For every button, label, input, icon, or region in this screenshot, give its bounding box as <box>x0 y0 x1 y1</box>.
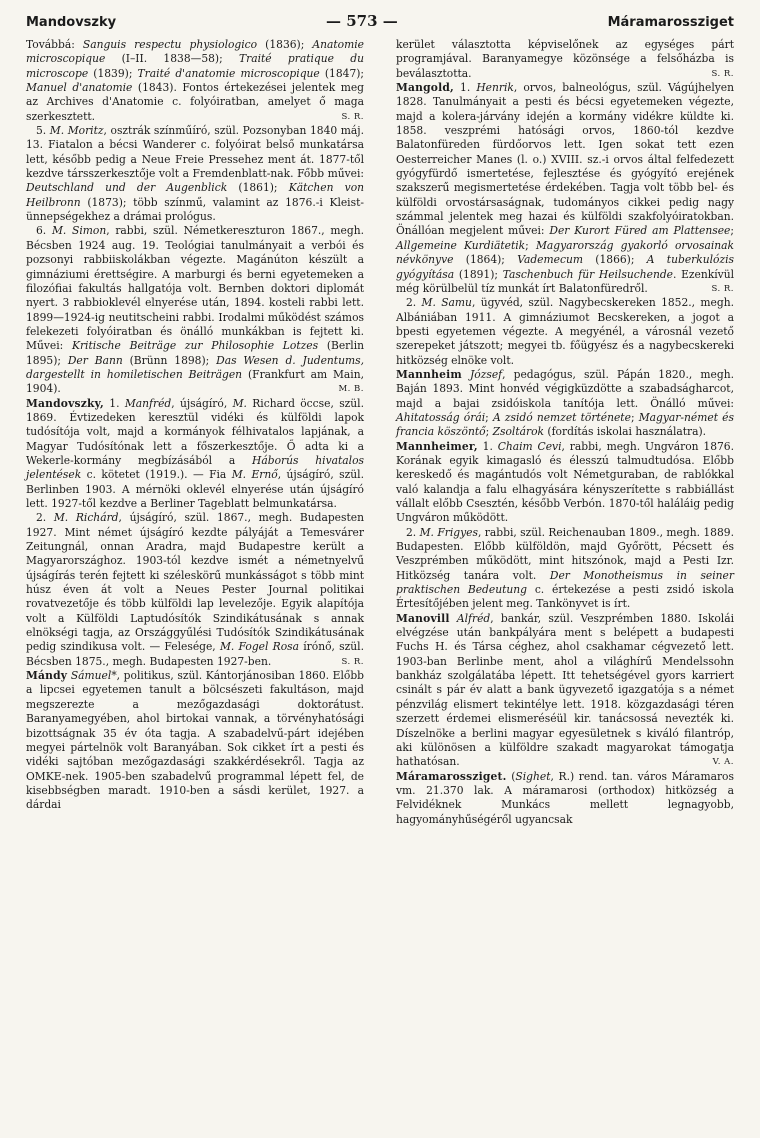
author-signature: S. R. <box>341 656 364 667</box>
running-head-right: Máramarossziget <box>607 15 734 30</box>
left-column <box>26 38 364 827</box>
author-signature: M. B. <box>338 384 364 395</box>
entry-paragraph: Mándy Sámuel*, politikus, szül. Kántorjánosiban 1860. Előbb a lipcsei egyetemen tanult a bölcsészeti fakultáson, majd megszerezte a mezőgazdasági doktorátust. Baranyamegyében, ahol birtokai vannak, a törvényhatósági bizottságnak 35 év óta tagja. A szabadelvű-párt idejében megyei pártelnök volt Baranyában. Sok cikket írt a pesti és vidéki sajtóban mezőgazdasági szakkérdésekről. Tagja az OMKE-nek. 1905-ben szabadelvű programmal lépett fel, de kisebbségben maradt. 1910-ben a sásdi kerület, 1927. a dárdai <box>26 669 365 812</box>
entry-paragraph: kerület választotta képviselőnek az egységes párt programjával. Baranyamegye közönsége a felsőházba is beválasztotta. S. R. <box>396 38 734 80</box>
entry-paragraph: 5. M. Moritz, osztrák színműíró, szül. Pozsonyban 1840 máj. 13. Fiatalon a bécsi Wanderer c. folyóirat belső munkatársa lett, később pedig a Neue Freie Pressehez ment át. 1877-től kezdve társszerkesztője volt a Fremdenblatt-nak. Főbb művei: Deutschland und der Augenblick (1861); Kätchen von Heilbronn (1873); több színmű, valamint az 1876.-i Kleist-ünnepségekhez a drámai prológus. <box>26 124 365 224</box>
entry-paragraph: 2. M. Samu, ügyvéd, szül. Nagybecskereken 1852., megh. Albániában 1911. A gimnáziumot Becskereken, a jogot a bpesti egyetemen végezte. A megyénél, a városnál vezető szerepeket játszott; megyei tb. főügyész és a nagybecskereki hitközség elnöke volt. <box>396 296 734 367</box>
right-column <box>396 38 734 827</box>
entry-paragraph: 2. M. Richárd, újságíró, szül. 1867., megh. Budapesten 1927. Mint német újságíró kezdte pályáját a Temesvárer Zeitungnál, onnan Aradra, majd Budapestre került a Magyarországhoz. 1903-tól kezdve ismét a németnyelvű újságírás terén fejtett ki széleskörű munkásságot s több mint húsz éven át volt a Neues Pester Journal politikai rovatvezetője és több külföldi lap levelezője. Egyik alapítója volt a Külföldi Laptudósítók Szindikátusának s annak elnökségi tagja, az Országgyűlési Tudósítók Szindikátusának pedig szindikusa volt. — Felesége, M. Fogel Rosa írónő, szül. Bécsben 1875., megh. Budapesten 1927-ben. S. R. <box>26 511 364 668</box>
entry-paragraph: 2. M. Frigyes, rabbi, szül. Reichenauban 1809., megh. 1889. Budapesten. Előbb külföldön, majd Győrött, Pécsett és Veszprémben működött, mint hitszónok, majd a Pesti Izr. Hitközség tanára volt. Der Monotheismus in seiner praktischen Bedeutung c. értekezése a pesti zsidó iskola Értesítőjében jelent meg. Tankönyvet is írt. <box>396 525 734 611</box>
entry-paragraph: Manovill Alfréd, bankár, szül. Veszprémben 1880. Iskolái elvégzése után bankpályára ment s belépett a budapesti Fuchs H. és Társa céghez, ahol csakhamar cégvezető lett. 1903-ban Berlinbe ment, ahol a világhírű Mendelssohn bankház szolgálatába lépett. Itt tehetségével gyors karriert csinált s pár év alatt a bank ügyvezető igazgatója s a német pénzvilág elismert tekintélye lett. 1918. közgazdasági téren szerzett érdemei elismeréséül kir. tanácsossá nevezték ki. Díszelnöke a berlini magyar egyesületnek s kiváló filantróp, aki különösen a külföldre szakadt magyarokat támogatja hathatósan. V. A. <box>396 611 735 769</box>
entry-paragraph: Mannheim József, pedagógus, szül. Pápán 1820., megh. Baján 1893. Mint honvéd végigküzdötte a szabadságharcot, majd a bajai zsidóiskola tanítója lett. Önálló művei: Ahitatosság órái; A zsidó nemzet története; Magyar-német és francia köszöntő; Zsoltárok (fordítás iskolai használatra). <box>396 367 734 439</box>
entry-paragraph: Máramarossziget. (Sighet, R.) rend. tan. város Máramaros vm. 21.370 lak. A máramarosi (orthodox) hitközség a Felvidéknek Munkács mellett legnagyobb, hagyományhűségéről ugyancsak <box>396 769 734 826</box>
entry-paragraph: Mannheimer, 1. Chaim Cevi, rabbi, megh. Ungváron 1876. Korának egyik kimagasló és élesszú talmudtudósa. Előbb kereskedő és magántudós volt Németguraban, de rablókkal való kalandja a falu elhagyására kényszerítette s rabbiállást vállalt előbb Csesztén, később Verbón. 1870-től haláláig pedig Ungváron működött. <box>396 439 734 525</box>
author-signature: S. R. <box>341 111 364 122</box>
page-number: — 573 — <box>325 12 398 30</box>
entry-paragraph: Mandovszky, 1. Manfréd, újságíró, M. Richard öccse, szül. 1869. Évtizedeken keresztül vidéki és külföldi lapok tudósítója volt, majd a kormányok félhivatalos lapjának, a Magyar Tudósítónak lett a főszerkesztője. Ő adta ki a Wekerle-kormány megbízásából a Háborús hivatalos jelentések c. kötetet (1919.). — Fia M. Ernő, újságíró, szül. Berlinben 1903. A mérnöki oklevél elnyerése után újságíró lett. 1927-től kezdve a Berliner Tageblatt belmunkatársa. <box>26 396 365 510</box>
page-header <box>26 12 734 34</box>
entry-paragraph: Mangold, 1. Henrik, orvos, balneológus, szül. Vágújhelyen 1828. Tanulmányait a pesti és bécsi egyetemeken végezte, majd a kolera-járvány idején a kormány vidékre küldte ki. 1858. veszprémi hatósági orvos, 1860-tól kezdve Balatonfüreden fürdőorvos lett. Igen sokat tett ezen Oesterreicher Manes (l. o.) XVIII. sz.-i orvos által felfedezett gyógyfürdő ismertetése, fejlesztése és gyógyító erejének szakszerű megismertetése érdekében. Tagja volt több bel- és külföldi orvostársaságnak, tudományos cikkei pedig nagy számmal jelentek meg hazai és külföldi szakfolyóiratokban. Önállóan megjelent művei: Der Kurort Füred am Plattensee; Allgemeine Kurdiätetik; Magyarország gyakorló orvosainak névkönyve (1864); Vademecum (1866); A tuberkulózis gyógyítása (1891); Taschenbuch für Heilsuchende. Ezenkívül még körülbelül tíz munkát írt Balatonfüredről. S. R. <box>396 81 735 295</box>
running-head-left: Mandovszky <box>26 15 117 30</box>
author-signature: S. R. <box>711 68 734 79</box>
author-signature: S. R. <box>711 283 734 294</box>
author-signature: V. A. <box>712 757 734 768</box>
entry-paragraph: Továbbá: Sanguis respectu physiologico (1836); Anatomie microscopique (I–II. 1838—58); Traité pratique du microscope (1839); Traité d'anatomie microscopique (1847); Manuel d'anatomie (1843). Fontos értekezései jelentek meg az Archives d'Anatomie c. folyóiratban, amelyet ő maga szerkesztett. S. R. <box>26 38 365 123</box>
entry-paragraph: 6. M. Simon, rabbi, szül. Németkereszturon 1867., megh. Bécsben 1924 aug. 19. Teológiai tanulmányait a verbói és pozsonyi rabbiiskolákban végezte. Magánúton készült a gimnáziumi érettségire. A marburgi és berni egyetemeken a filozófiai fakultás hallgatója volt. Bernben doktori diplomát nyert. 3 rabbioklevél elnyerése után, 1894. kosteli rabbi lett. 1899—1924-ig neutitscheini rabbi. Irodalmi működést számos felekezeti folyóiratban és önálló munkákban is fejtett ki. Művei: Kritische Beiträge zur Philosophie Lotzes (Berlin 1895); Der Bann (Brünn 1898); Das Wesen d. Judentums, dargestellt in homiletischen Beiträgen (Frankfurt am Main, 1904). M. B. <box>26 224 364 396</box>
